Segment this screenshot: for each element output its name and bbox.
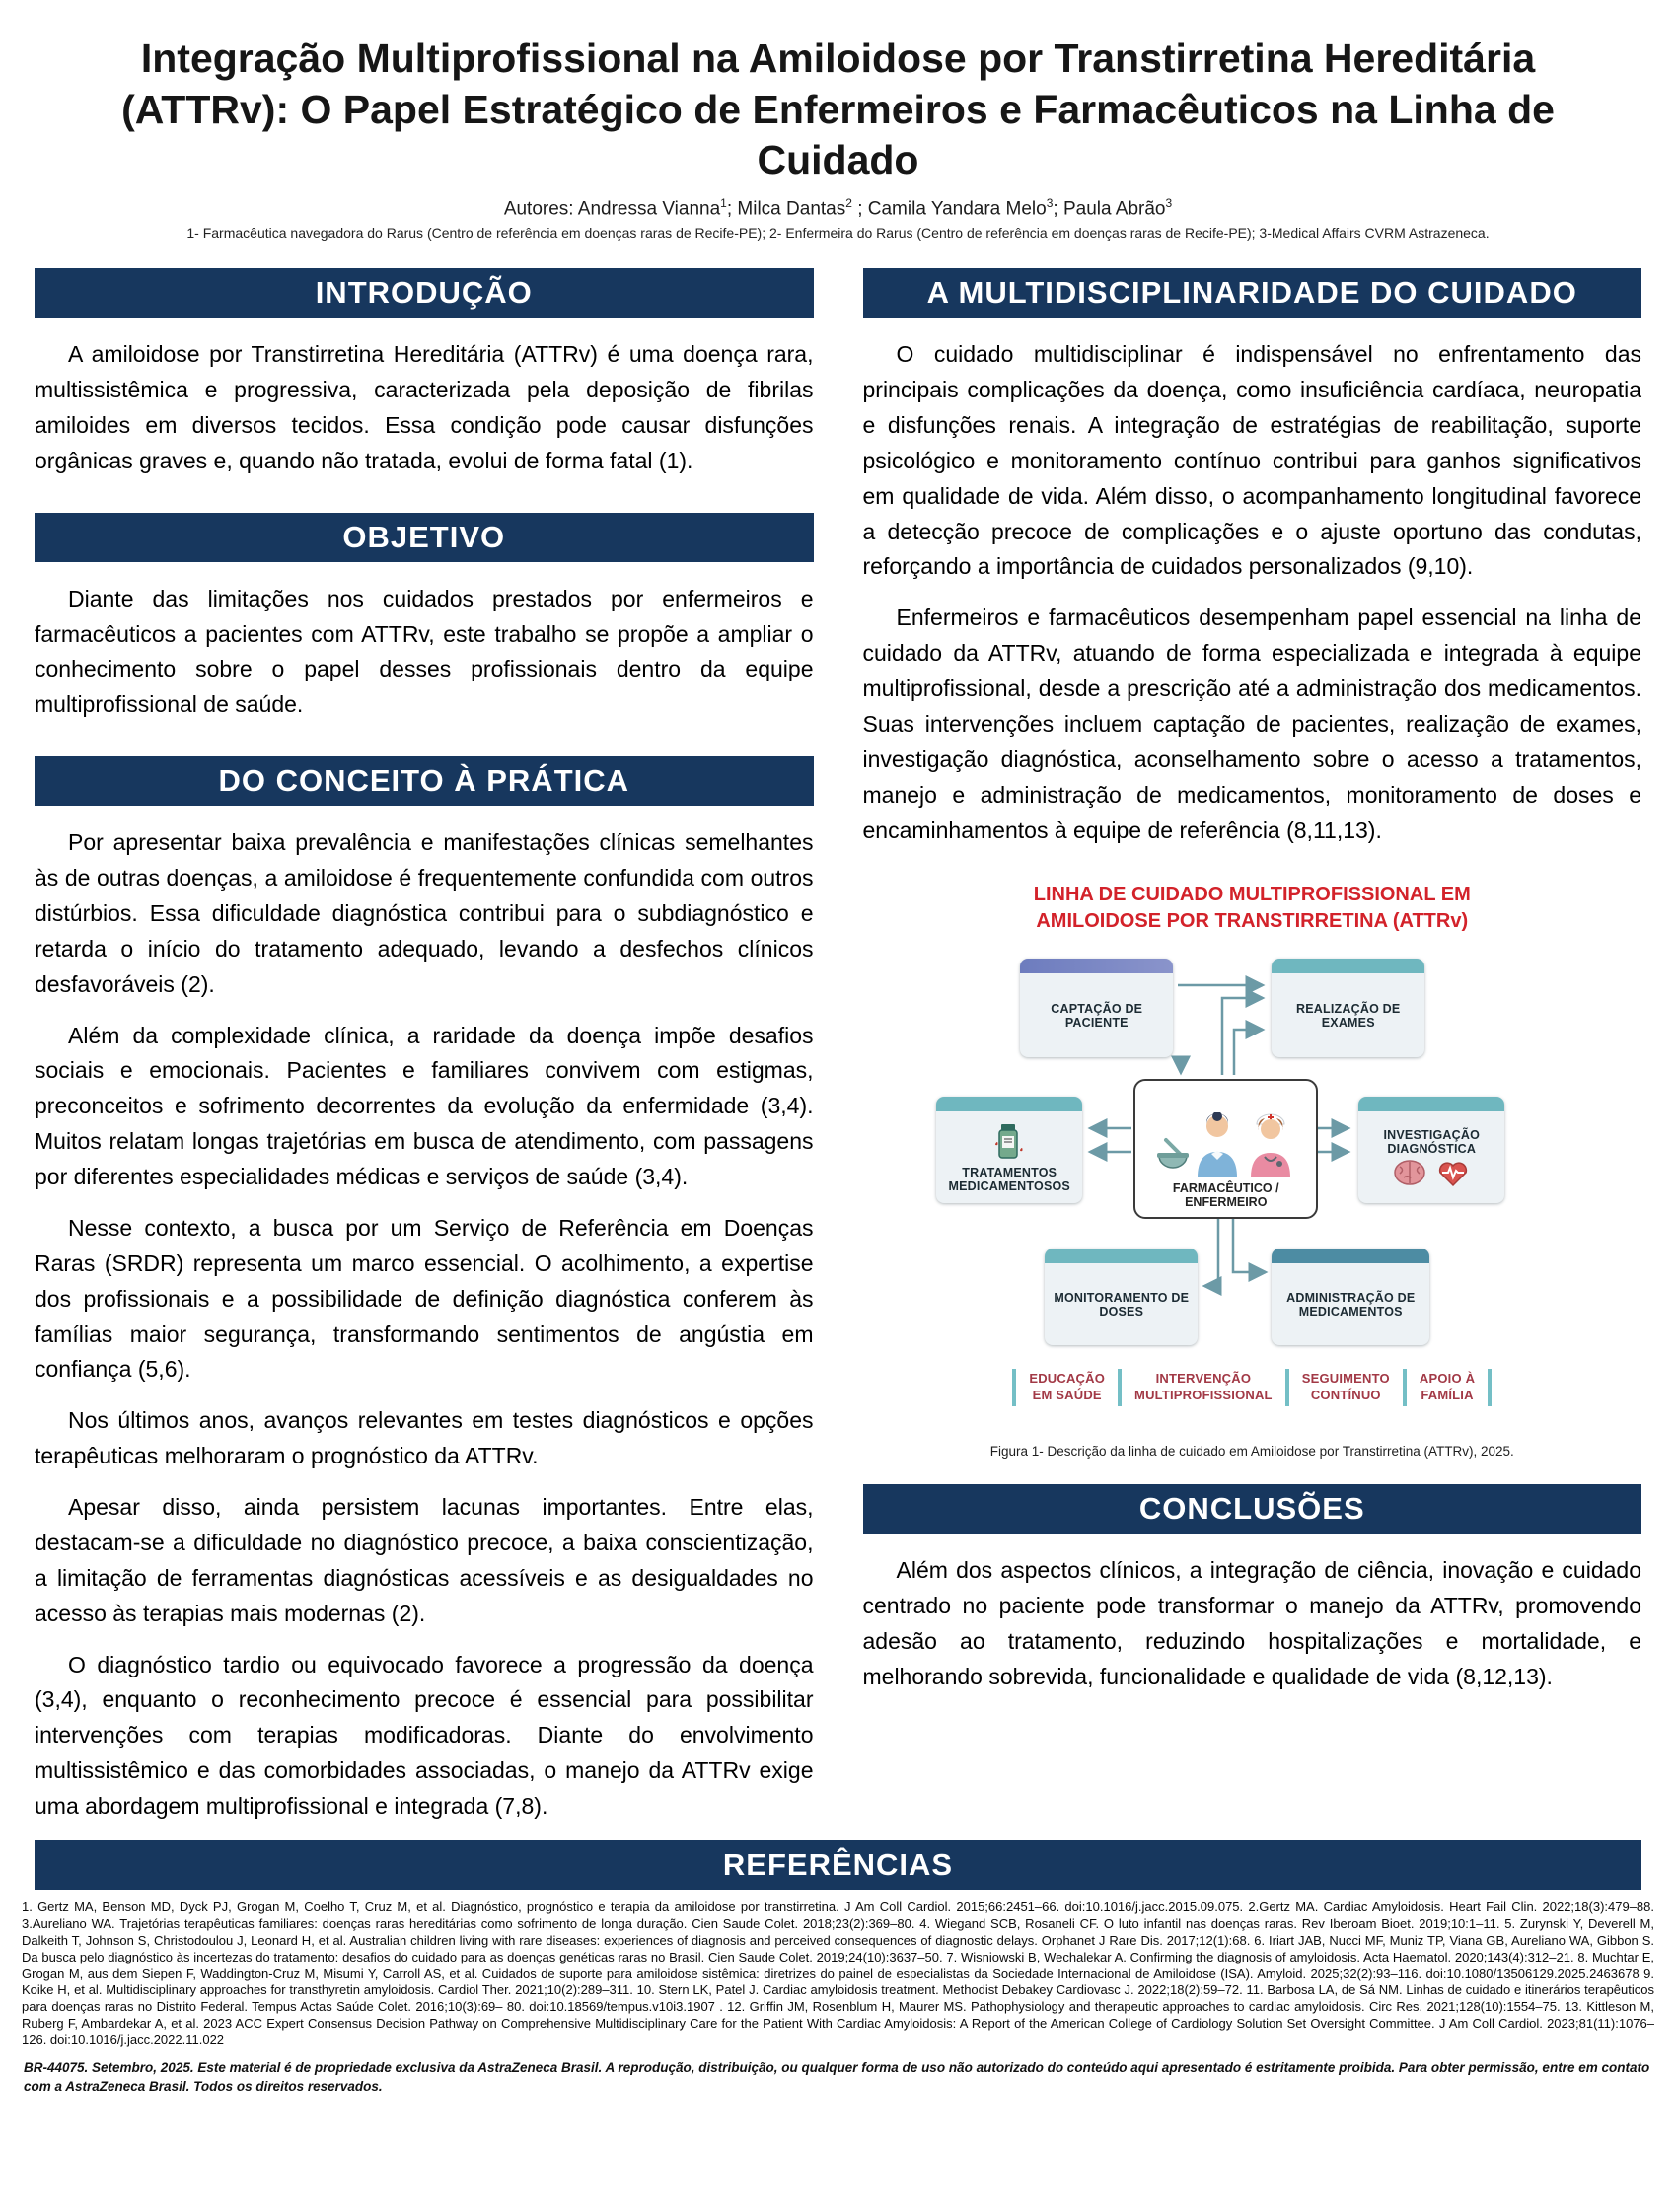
ribbon-label: CONTÍNUO (1310, 1388, 1381, 1403)
right-column (863, 268, 1642, 1695)
author-text: Autores: Andressa Vianna (503, 198, 721, 220)
footer-disclaimer: BR-44075. Setembro, 2025. Este material é de propriedade exclusiva da AstraZeneca Brasil. A reprodução, distribuição, ou qualquer forma de uso não autorizado do conteúdo aqui apresentado é estritamente proibida. Para obter permissão, entre em contato com a AstraZeneca Brasil. Todos os direitos reservados. (24, 2059, 1650, 2094)
multi-paragraph-1: O cuidado multidisciplinar é indispensável no enfrentamento das principais complicações da doença, como insuficiência cardíaca, neuropatia e disfunções renais. A integração de estratégias de reabilitação, suporte psicológico e monitoramento contínuo contribui para ganhos significativos em qualidade de vida. Além disso, o acompanhamento longitudinal favorece a detecção precoce de complicações e o ajuste oportuno das condutas, reforçando a importância de cuidados personalizados (9,10). (862, 341, 1641, 580)
box-tratamentos-medicamentosos (936, 1097, 1082, 1203)
box-captacao-label: CAPTAÇÃO DE PACIENTE (1051, 1001, 1143, 1030)
box-monitoramento-label: MONITORAMENTO DE DOSES (1054, 1290, 1190, 1319)
ribbon-label: INTERVENÇÃO (1155, 1371, 1252, 1387)
ribbon-label: APOIO À (1419, 1371, 1476, 1387)
box-tratamentos-label: TRATAMENTOS MEDICAMENTOSOS (948, 1165, 1070, 1193)
ribbon-apoio-a-familia (1403, 1369, 1492, 1406)
poster-header (0, 0, 1676, 243)
care-line-diagram (926, 882, 1577, 1430)
section-conceito (35, 756, 814, 1824)
care-principles-ribbon (926, 1369, 1577, 1406)
figure-title-line1: LINHA DE CUIDADO MULTIPROFISSIONAL EM (1033, 884, 1471, 906)
section-introducao (35, 268, 814, 479)
author-sup: 3 (1165, 195, 1173, 210)
columns (0, 243, 1676, 1824)
ribbon-intervencao-multiprofissional (1118, 1369, 1285, 1406)
pill-bottle-icon (991, 1122, 1027, 1162)
conceito-paragraph-6: O diagnóstico tardio ou equivocado favorece a progressão da doença (3,4), enquanto o reconhecimento precoce é essencial para possibilitar intervenções com terapias modificadoras. Diante do envolvimento multissistêmico e das comorbidades associadas, o manejo da ATTRv exige uma abordagem multiprofissional e integrada (7,8). (35, 1651, 814, 1820)
section-heading-objetivo: OBJETIVO (35, 513, 814, 562)
ribbon-seguimento-continuo (1285, 1369, 1403, 1406)
author-sup: 2 (845, 195, 852, 210)
box-header-strip (1272, 1249, 1429, 1263)
mortar-pestle-icon (1156, 1126, 1190, 1177)
objetivo-paragraph: Diante das limitações nos cuidados prestados por enfermeiros e farmacêuticos a pacientes com ATTRv, este trabalho se propõe a ampliar o conhecimento sobre o papel desses profissionais dentro da equipe multiprofissional de saúde. (35, 585, 814, 718)
section-heading-introducao: INTRODUÇÃO (35, 268, 814, 318)
conceito-paragraph-3: Nesse contexto, a busca por um Serviço de Referência em Doenças Raras (SRDR) representa um marco essencial. O acolhimento, a expertise dos profissionais e a possibilidade de definição diagnóstica conferem às famílias maior segurança, transformando sentimentos de angústia em confiança (5,6). (35, 1214, 814, 1383)
references-text: 1. Gertz MA, Benson MD, Dyck PJ, Grogan M, Coelho T, Cruz M, et al. Diagnóstico, prognóstico e terapia da amiloidose por transtirretina. J Am Coll Cardiol. 2015;66:2451–66. doi:10.1016/j.jacc.2015.09.075. 2.Gertz MA. Cardiac Amyloidosis. Heart Fail Clin. 2022;18(3):479–88. 3.Aureliano WA. Trajetórias terapêuticas familiares: doenças raras hereditárias como sofrimento de longa duração. Cien Saude Colet. 2018;23(2):369–80. 4. Wiegand SCB, Rosaneli CF. O luto infantil nas doenças raras. Rev Iberoam Bioet. 2019;10:1–11. 5. Zurynski Y, Deverell M, Dalkeith T, Johnson S, Christodoulou J, Leonard H, et al. Australian children living with rare diseases: experiences of diagnosis and perceived consequences of diagnostic delays. Orphanet J Rare Dis. 2017;12(1):68. 6. Iriart JAB, Nucci MF, Muniz TP, Viana GB, Aureliano WA, Gibbon S. Da busca pelo diagnóstico às incertezas do tratamento: desafios do cuidado para as doenças genéticas raras no Brasil. Cien Saude Colet. 2019;24(10):3637–50. 7. Wisniowski B, Wechalekar A. Confirming the diagnosis of amyloidosis. Acta Haematol. 2020;143(4):312–21. 8. Muchtar E, Grogan M, aus dem Siepen F, Waddington-Cruz M, Misumi Y, Carroll AS, et al. Cuidados de suporte para amiloidose sistêmica: diretrizes do painel de especialistas da Sociedade Internacional de Amiloidose (ISA). Amyloid. 2025;32(2):93–116. doi:10.1080/13506129.2025.2463678 9. Koike H, et al. Multidisciplinary approaches for transthyretin amyloidosis. Cardiol Ther. 2021;10(2):289–311. 10. Stern LK, Patel J. Cardiac amyloidosis treatment. Methodist Debakey Cardiovasc J. 2022;18(2):59–72. 11. Barbosa LA, de Sá NM. Linhas de cuidado e itinerários terapêuticos para doenças raras no Distrito Federal. Tempus Actas Saúde Colet. 2016;10(3):69– 80. doi:10.18569/tempus.v10i3.1907 . 12. Griffin JM, Rosenblum H, Maurer MS. Pathophysiology and therapeutic approaches to cardiac amyloidosis. Circ Res. 2021;128(10):1554–75. 13. Kittleson M, Ruberg F, Ambardekar A, et al. 2023 ACC Expert Consensus Decision Pathway on Comprehensive Multidisciplinary Care for the Patient With Cardiac Amyloidosis: A Report of the American College of Cardiology Solution Set Oversight Committee. J Am Coll Cardiol. 2023;81(11):1076–126. doi:10.1016/j.jacc.2022.11.022 (22, 1898, 1654, 2048)
box-investigacao-label: INVESTIGAÇÃO DIAGNÓSTICA (1383, 1127, 1481, 1156)
figure-title-line2: AMILOIDOSE POR TRANSTIRRETINA (ATTRv) (1036, 910, 1469, 933)
authors-line (0, 196, 1676, 220)
brain-icon (1392, 1158, 1427, 1187)
ribbon-educacao-em-saude (1012, 1369, 1118, 1406)
ribbon-label: FAMÍLIA (1421, 1388, 1474, 1403)
conceito-paragraph-2: Além da complexidade clínica, a raridade da doença impõe desafios sociais e emocionais. Pacientes e familiares convivem com estigmas, preconceitos e sofrimento decorrentes da evolução da enfermidade (3,4). Muitos relatam longas trajetórias em busca de atendimento, com passagens por diferentes especialidades médicas e serviços de saúde (3,4). (35, 1022, 814, 1190)
poster-title: Integração Multiprofissional na Amiloidose por Transtirretina Hereditária (ATTRv): O Papel Estratégico de Enfermeiros e Farmacêuticos na Linha de Cuidado (121, 36, 1555, 183)
section-heading-referencias: REFERÊNCIAS (35, 1840, 1641, 1890)
box-header-strip (1358, 1097, 1504, 1111)
figure-1 (863, 882, 1642, 1459)
section-heading-conceito: DO CONCEITO À PRÁTICA (35, 756, 814, 806)
section-multidisciplinaridade (863, 268, 1642, 848)
author-text: ; Camila Yandara Melo (851, 198, 1047, 220)
box-captacao-de-paciente (1020, 959, 1173, 1057)
section-objetivo (35, 513, 814, 724)
pharmacist-icon (1192, 1112, 1243, 1177)
figure-caption: Figura 1- Descrição da linha de cuidado em Amiloidose por Transtirretina (ATTRv), 2025. (989, 1444, 1514, 1460)
box-investigacao-diagnostica (1358, 1097, 1504, 1203)
ribbon-label: SEGUIMENTO (1301, 1371, 1390, 1387)
box-administracao-label: ADMINISTRAÇÃO DE MEDICAMENTOS (1286, 1290, 1416, 1319)
box-centro-label: FARMACÊUTICO / ENFERMEIRO (1172, 1181, 1279, 1210)
box-farmaceutico-enfermeiro (1133, 1079, 1318, 1219)
author-sup: 1 (720, 195, 727, 210)
left-column (35, 268, 814, 1824)
ribbon-label: EDUCAÇÃO (1029, 1371, 1106, 1387)
conclusoes-paragraph: Além dos aspectos clínicos, a integração de ciência, inovação e cuidado centrado no paciente pode transformar o manejo da ATTRv, promovendo adesão ao tratamento, reduzindo hospitalizações e mortalidade, e melhorando sobrevida, funcionalidade e qualidade de vida (8,12,13). (862, 1557, 1641, 1690)
box-header-strip (1272, 959, 1424, 973)
conceito-paragraph-1: Por apresentar baixa prevalência e manifestações clínicas semelhantes às de outras doenças, a amiloidose é frequentemente confundida com outros distúrbios. Essa dificuldade diagnóstica contribui para o subdiagnóstico e retarda o início do tratamento adequado, levando a desfechos clínicos desfavoráveis (2). (35, 829, 814, 997)
box-monitoramento-de-doses (1045, 1249, 1198, 1345)
ribbon-label: EM SAÚDE (1032, 1388, 1102, 1403)
box-header-strip (1045, 1249, 1198, 1263)
figure-title (926, 882, 1577, 935)
conceito-paragraph-5: Apesar disso, ainda persistem lacunas importantes. Entre elas, destacam-se a dificuldade no diagnóstico precoce, a baixa conscientização, a limitação de ferramentas diagnósticas acessíveis e as desigualdades no acesso às terapias mais modernas (2). (35, 1494, 814, 1626)
multi-paragraph-2: Enfermeiros e farmacêuticos desempenham papel essencial na linha de cuidado da ATTRv, atuando de forma especializada e integrada à equipe multiprofissional, desde a prescrição até a administração dos medicamentos. Suas intervenções incluem captação de pacientes, realização de exames, investigação diagnóstica, aconselhamento sobre o acesso a tratamentos, manejo e administração de medicamentos, monitoramento de doses e encaminhamentos à equipe de referência (8,11,13). (862, 605, 1641, 843)
box-administracao-de-medicamentos (1272, 1249, 1429, 1345)
author-text: ; Paula Abrão (1053, 198, 1166, 220)
affiliations: 1- Farmacêutica navegadora do Rarus (Centro de referência em doenças raras de Recife-PE); 2- Enfermeira do Rarus (Centro de referência em doenças raras de Recife-PE); 3-Medical Affairs CVRM Astrazeneca. (186, 225, 1490, 242)
section-conclusoes (863, 1484, 1642, 1695)
author-sup: 3 (1046, 195, 1054, 210)
box-realizacao-de-exames (1272, 959, 1424, 1057)
heart-ecg-icon (1435, 1158, 1471, 1187)
introducao-paragraph: A amiloidose por Transtirretina Hereditária (ATTRv) é uma doença rara, multissistêmica e progressiva, caracterizada pela deposição de fibrilas amiloides em diversos tecidos. Essa condição pode causar disfunções orgânicas graves e, quando não tratada, evolui de forma fatal (1). (35, 341, 814, 473)
section-heading-conclusoes: CONCLUSÕES (863, 1484, 1642, 1534)
ribbon-label: MULTIPROFISSIONAL (1134, 1388, 1273, 1403)
box-header-strip (936, 1097, 1082, 1111)
author-text: ; Milca Dantas (726, 198, 846, 220)
section-heading-multidisciplinaridade: A MULTIDISCIPLINARIDADE DO CUIDADO (863, 268, 1642, 318)
box-exames-label: REALIZAÇÃO DE EXAMES (1296, 1001, 1401, 1030)
nurse-icon (1245, 1112, 1296, 1177)
professionals-illustration (1156, 1112, 1296, 1177)
box-header-strip (1020, 959, 1173, 973)
conceito-paragraph-4: Nos últimos anos, avanços relevantes em testes diagnósticos e opções terapêuticas melhoraram o prognóstico da ATTRv. (35, 1407, 814, 1469)
